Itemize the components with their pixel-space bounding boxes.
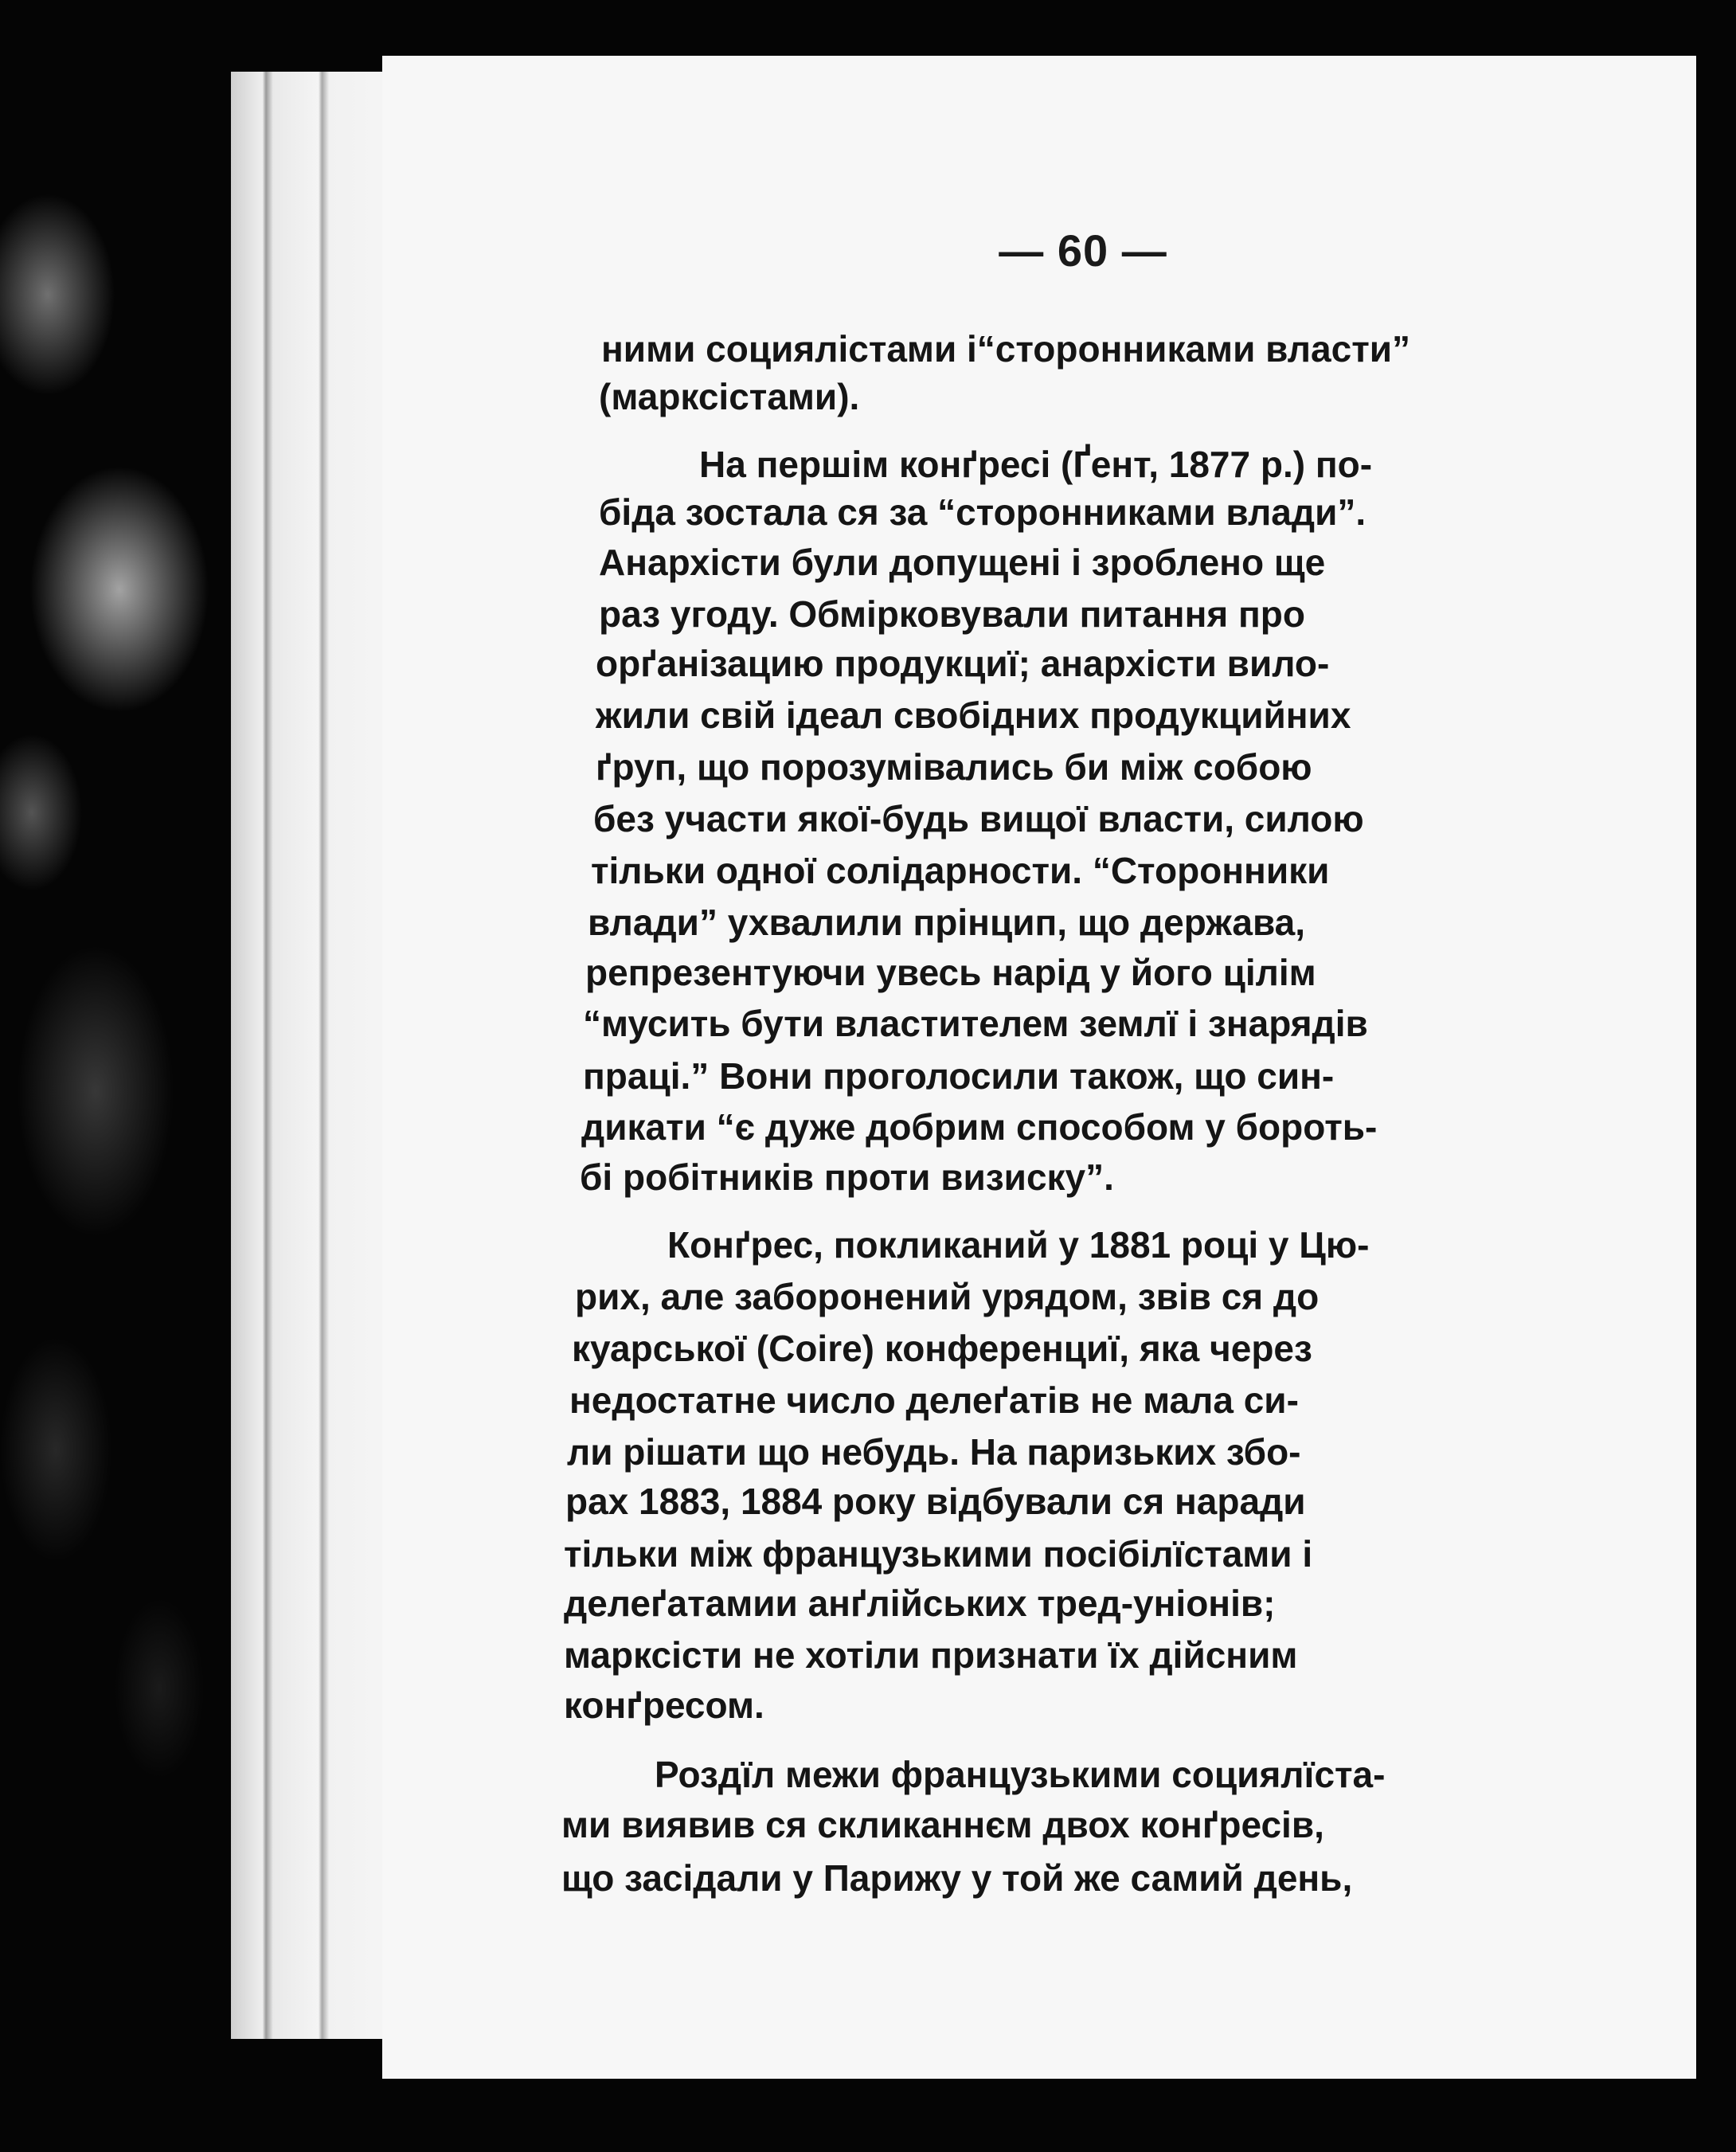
text-line: біда зостала ся за “сторонниками влади”. bbox=[599, 491, 1367, 533]
text-line: орґанізацию продукциї; анархісти вило- bbox=[596, 643, 1330, 684]
text-line: що засідали у Парижу у той же самий день, bbox=[561, 1857, 1353, 1899]
text-line: Анархісти були допущені і зроблено ще bbox=[599, 542, 1326, 583]
text-line: бі робітників проти визиску”. bbox=[580, 1156, 1114, 1198]
text-line: рих, але заборонений урядом, звів ся до bbox=[575, 1276, 1320, 1317]
text-line: На першім конґресі (Ґент, 1877 р.) по- bbox=[699, 444, 1373, 485]
text-line: ли рішати що небудь. На паризьких збо- bbox=[567, 1431, 1301, 1473]
page-stack-edges bbox=[231, 72, 406, 2039]
text-line: “мусить бути властителем землї і знарядів bbox=[583, 1003, 1368, 1044]
text-line: куарської (Coire) конференциї, яка через bbox=[572, 1328, 1312, 1369]
text-line: праці.” Вони проголосили також, що син- bbox=[583, 1055, 1335, 1097]
text-line: жили свій ідеал свобідних продукцийних bbox=[596, 695, 1351, 736]
text-line: Конґрес, покликаний у 1881 році у Цю- bbox=[667, 1224, 1370, 1266]
text-line: без участи якої-будь вищої власти, силою bbox=[593, 798, 1364, 839]
text-line: влади” ухвалили прінцип, що держава, bbox=[588, 902, 1305, 943]
page-number: — 60 — bbox=[999, 225, 1167, 276]
text-line: конґресом. bbox=[564, 1684, 764, 1726]
text-line: ґруп, що порозумівались би між собою bbox=[596, 746, 1312, 788]
scan-noise-left bbox=[0, 96, 239, 1927]
text-line: репрезентуючи увесь нарід у його цілім bbox=[585, 952, 1316, 993]
text-line: раз угоду. Обмірковували питання про bbox=[599, 593, 1305, 635]
text-line: рах 1883, 1884 року відбували ся наради bbox=[565, 1481, 1306, 1522]
text-line: дикати “є дуже добрим способом у бороть- bbox=[581, 1106, 1378, 1148]
text-line: ними социялістами і“сторонниками власти” bbox=[601, 328, 1410, 370]
text-line: тільки одної солідарности. “Сторонники bbox=[591, 850, 1330, 891]
text-line: тільки між французькими посібілїстами і bbox=[564, 1533, 1313, 1575]
text-line: делеґатамии анґлійських тред-уніонів; bbox=[564, 1583, 1276, 1624]
text-line: (марксістами). bbox=[599, 376, 860, 417]
text-line: Роздїл межи французькими социялїста- bbox=[655, 1754, 1386, 1795]
text-line: ми виявив ся скликаннєм двох конґресів, bbox=[561, 1804, 1324, 1845]
text-line: недостатне число делеґатів не мала си- bbox=[569, 1379, 1299, 1421]
text-line: марксісти не хотіли признати їх дійсним bbox=[564, 1634, 1298, 1676]
